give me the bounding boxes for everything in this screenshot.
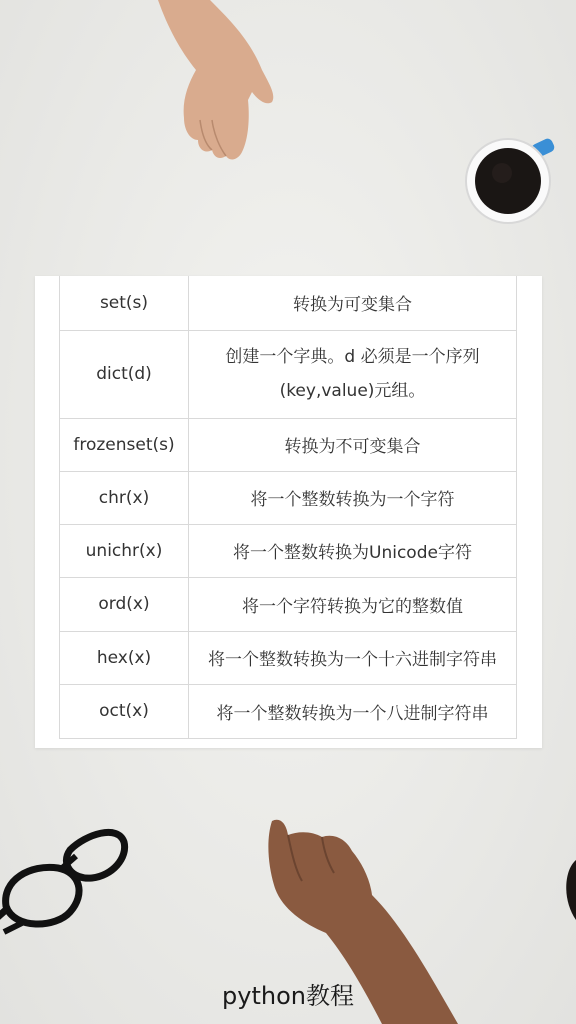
hand-top-image: [140, 0, 290, 170]
description-line-2: (key,value)元组。: [279, 381, 426, 401]
description-cell: [189, 330, 517, 418]
function-cell: chr(x): [60, 471, 189, 524]
footer-title: python教程: [222, 982, 354, 1010]
conversion-table: [59, 276, 517, 739]
eyeglasses-image: [0, 820, 135, 940]
cup-edge-image: [560, 860, 576, 920]
function-cell: set(s): [60, 276, 189, 330]
description-cell: 转换为不可变集合: [189, 418, 517, 471]
table-row: [60, 577, 517, 631]
function-cell: dict(d): [60, 330, 189, 418]
description-cell: 将一个整数转换为一个十六进制字符串: [189, 631, 517, 684]
description-cell: 将一个整数转换为Unicode字符: [189, 524, 517, 577]
table-row: [60, 684, 517, 738]
function-cell: oct(x): [60, 684, 189, 738]
function-cell: frozenset(s): [60, 418, 189, 471]
description-cell: 将一个字符转换为它的整数值: [189, 577, 517, 631]
function-cell: hex(x): [60, 631, 189, 684]
coffee-cup-image: [462, 135, 562, 230]
table-row: [60, 418, 517, 471]
table-row: [60, 631, 517, 684]
function-cell: unichr(x): [60, 524, 189, 577]
description-cell: 将一个整数转换为一个八进制字符串: [189, 684, 517, 738]
table-row: [60, 276, 517, 330]
description-line-1: 创建一个字典。d 必须是一个序列: [225, 347, 480, 367]
description-cell: 将一个整数转换为一个字符: [189, 471, 517, 524]
description-cell: 转换为可变集合: [189, 276, 517, 330]
table-row: [60, 471, 517, 524]
conversion-table-card: [35, 276, 542, 748]
function-cell: ord(x): [60, 577, 189, 631]
table-row: [60, 330, 517, 418]
table-row: [60, 524, 517, 577]
